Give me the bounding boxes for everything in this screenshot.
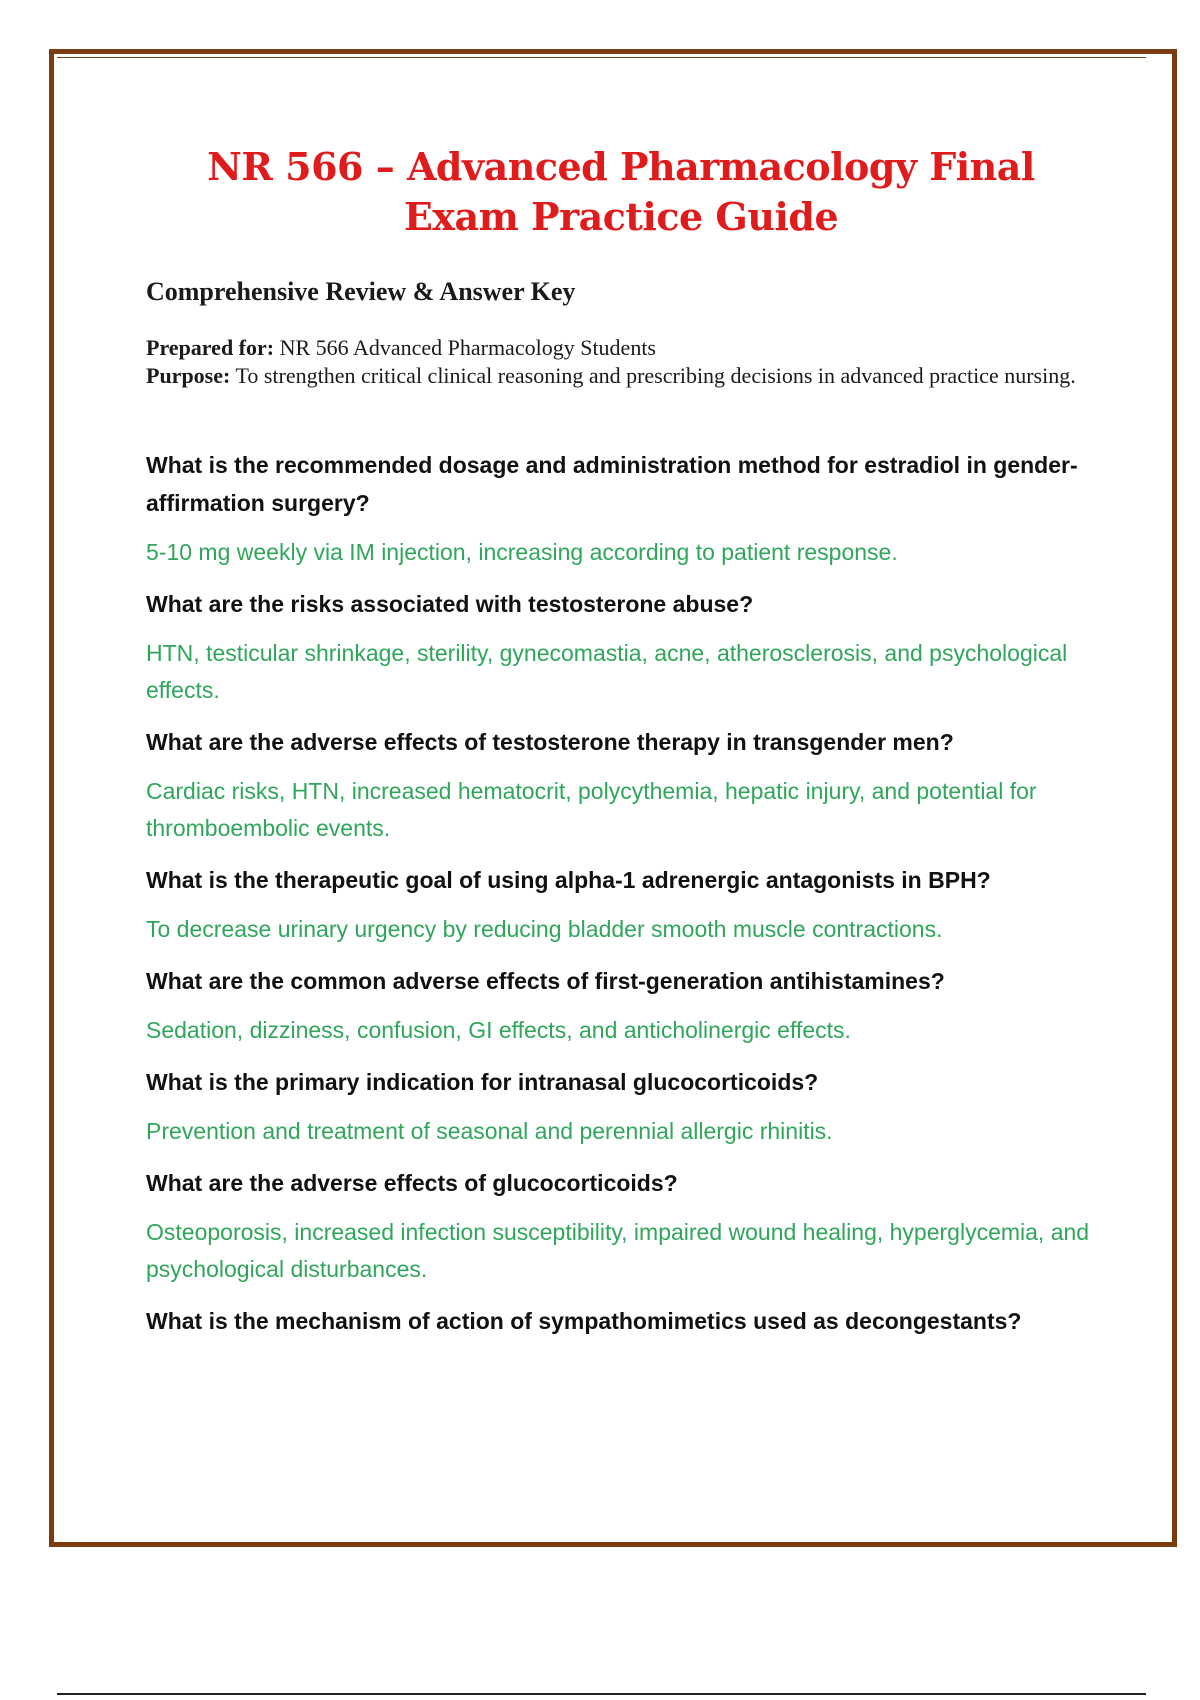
qa-item [146,1302,1096,1340]
question-text: What is the recommended dosage and administration method for estradiol in gender-affirmation surgery? [146,452,1078,516]
qa-list [146,446,1096,1340]
top-divider [57,57,1146,58]
answer-text: To decrease urinary urgency by reducing bladder smooth muscle contractions. [146,916,943,942]
question-text: What are the adverse effects of glucocorticoids? [146,1170,678,1196]
answer-text: Prevention and treatment of seasonal and perennial allergic rhinitis. [146,1118,833,1144]
question-text: What are the adverse effects of testosterone therapy in transgender men? [146,729,954,755]
prepared-for-value: NR 566 Advanced Pharmacology Students [279,335,656,360]
purpose-value: To strengthen critical clinical reasoning and prescribing decisions in advanced practice nursing. [235,363,1076,388]
purpose-label: Purpose: [146,363,231,388]
qa-item [146,585,1096,709]
document-subtitle: Comprehensive Review & Answer Key [146,277,576,306]
answer-text: HTN, testicular shrinkage, sterility, gynecomastia, acne, atherosclerosis, and psychological effects. [146,640,1068,703]
answer-text: Sedation, dizziness, confusion, GI effects, and anticholinergic effects. [146,1017,851,1043]
question-text: What is the primary indication for intranasal glucocorticoids? [146,1069,819,1095]
prepared-for-label: Prepared for: [146,335,275,360]
question-text: What are the common adverse effects of first-generation antihistamines? [146,968,945,994]
answer-text: 5-10 mg weekly via IM injection, increasing according to patient response. [146,539,898,565]
qa-item [146,962,1096,1049]
document-meta [146,334,1096,390]
answer-text: Osteoporosis, increased infection susceptibility, impaired wound healing, hyperglycemia, and psychological disturbances. [146,1219,1090,1282]
qa-item [146,446,1096,571]
answer-text: Cardiac risks, HTN, increased hematocrit, polycythemia, hepatic injury, and potential for thromboembolic events. [146,778,1037,841]
question-text: What is the therapeutic goal of using alpha-1 adrenergic antagonists in BPH? [146,867,991,893]
bottom-divider [57,1693,1146,1695]
question-text: What are the risks associated with testosterone abuse? [146,591,754,617]
prepared-for-line [146,334,1096,362]
qa-item [146,1063,1096,1150]
document-content [146,142,1096,1340]
question-text: What is the mechanism of action of sympathomimetics used as decongestants? [146,1308,1022,1334]
qa-item [146,723,1096,847]
purpose-line [146,362,1096,390]
qa-item [146,861,1096,948]
document-title: NR 566 – Advanced Pharmacology Final Exam Practice Guide [207,144,1035,239]
qa-item [146,1164,1096,1288]
